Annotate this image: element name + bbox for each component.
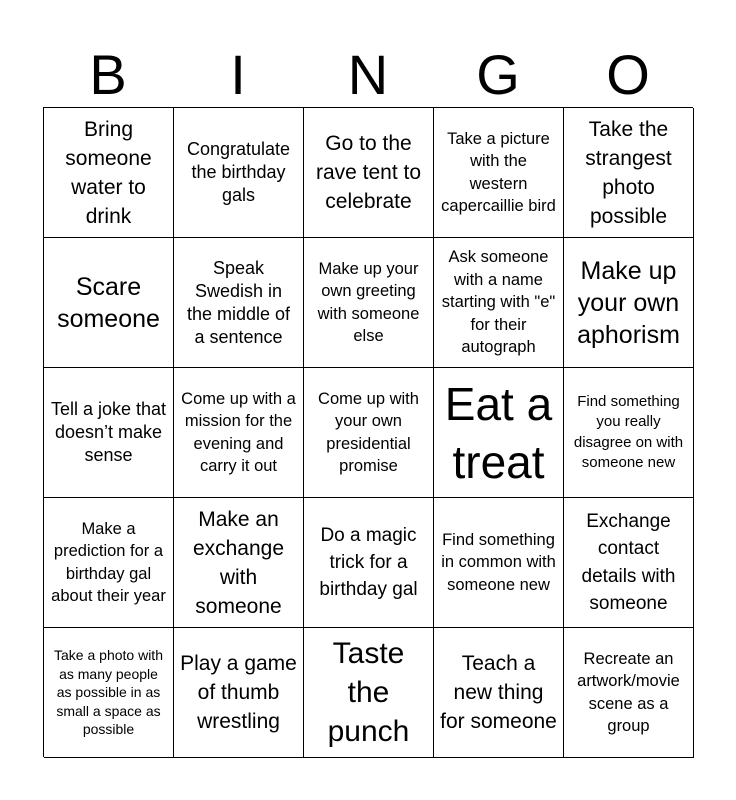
bingo-cell[interactable] xyxy=(304,108,434,238)
bingo-cell[interactable] xyxy=(44,238,174,368)
bingo-cell[interactable] xyxy=(174,498,304,628)
bingo-cell[interactable] xyxy=(434,108,564,238)
cell-text: Take the strangest photo possible xyxy=(585,117,672,228)
cell-text: Scare someone xyxy=(57,272,160,333)
bingo-cell[interactable] xyxy=(564,108,694,238)
cell-text: Play a game of thumb wrestling xyxy=(180,652,297,733)
cell-text: Make a prediction for a birthday gal about their year xyxy=(51,519,166,605)
bingo-cell[interactable] xyxy=(434,238,564,368)
header-letter-o: O xyxy=(606,43,650,106)
header-letter-n: N xyxy=(347,43,389,106)
cell-text: Make up your own aphorism xyxy=(577,256,680,349)
bingo-header xyxy=(43,44,693,106)
bingo-cell[interactable] xyxy=(434,628,564,758)
cell-text: Come up with a mission for the evening and carry it out xyxy=(181,389,296,475)
bingo-cell[interactable] xyxy=(434,368,564,498)
cell-text: Make an exchange with someone xyxy=(192,507,285,618)
bingo-board xyxy=(43,107,693,757)
header-letter-b: B xyxy=(89,43,127,106)
cell-text: Go to the rave tent to celebrate xyxy=(315,132,422,213)
cell-text: Speak Swedish in the middle of a sentence xyxy=(186,257,291,347)
bingo-cell[interactable] xyxy=(564,238,694,368)
cell-text: Find something in common with someone new xyxy=(441,530,556,594)
cell-text: Bring someone water to drink xyxy=(65,117,152,228)
cell-text: Ask someone with a name starting with "e" for their autograph xyxy=(441,248,556,357)
header-letter-i: I xyxy=(230,43,246,106)
cell-text: Take a picture with the western capercaillie bird xyxy=(441,129,556,215)
cell-text: Take a photo with as many people as possible in as small a space as possible xyxy=(54,647,163,738)
bingo-cell[interactable] xyxy=(44,108,174,238)
cell-text: Taste the punch xyxy=(327,637,410,748)
bingo-cell[interactable] xyxy=(564,628,694,758)
cell-text: Do a magic trick for a birthday gal xyxy=(319,525,418,600)
bingo-cell[interactable] xyxy=(304,498,434,628)
bingo-cell[interactable] xyxy=(44,368,174,498)
bingo-cell[interactable] xyxy=(304,238,434,368)
header-letter-g: G xyxy=(476,43,520,106)
bingo-cell[interactable] xyxy=(174,108,304,238)
bingo-cell[interactable] xyxy=(564,498,694,628)
bingo-cell[interactable] xyxy=(564,368,694,498)
bingo-cell[interactable] xyxy=(174,238,304,368)
cell-text: Come up with your own presidential promise xyxy=(318,389,419,475)
bingo-cell[interactable] xyxy=(304,368,434,498)
cell-text: Eat a treat xyxy=(444,377,553,488)
bingo-cell[interactable] xyxy=(174,368,304,498)
bingo-cell[interactable] xyxy=(44,498,174,628)
cell-text: Exchange contact details with someone xyxy=(581,510,676,614)
bingo-cell[interactable] xyxy=(44,628,174,758)
bingo-cell[interactable] xyxy=(304,628,434,758)
cell-text: Tell a joke that doesn’t make sense xyxy=(50,399,167,465)
cell-text: Congratulate the birthday gals xyxy=(186,139,291,205)
cell-text: Find something you really disagree on with someone new xyxy=(573,392,684,471)
bingo-cell[interactable] xyxy=(174,628,304,758)
cell-text: Teach a new thing for someone xyxy=(440,652,557,733)
bingo-cell[interactable] xyxy=(434,498,564,628)
cell-text: Recreate an artwork/movie scene as a group xyxy=(577,649,680,735)
cell-text: Make up your own greeting with someone else xyxy=(317,259,420,345)
